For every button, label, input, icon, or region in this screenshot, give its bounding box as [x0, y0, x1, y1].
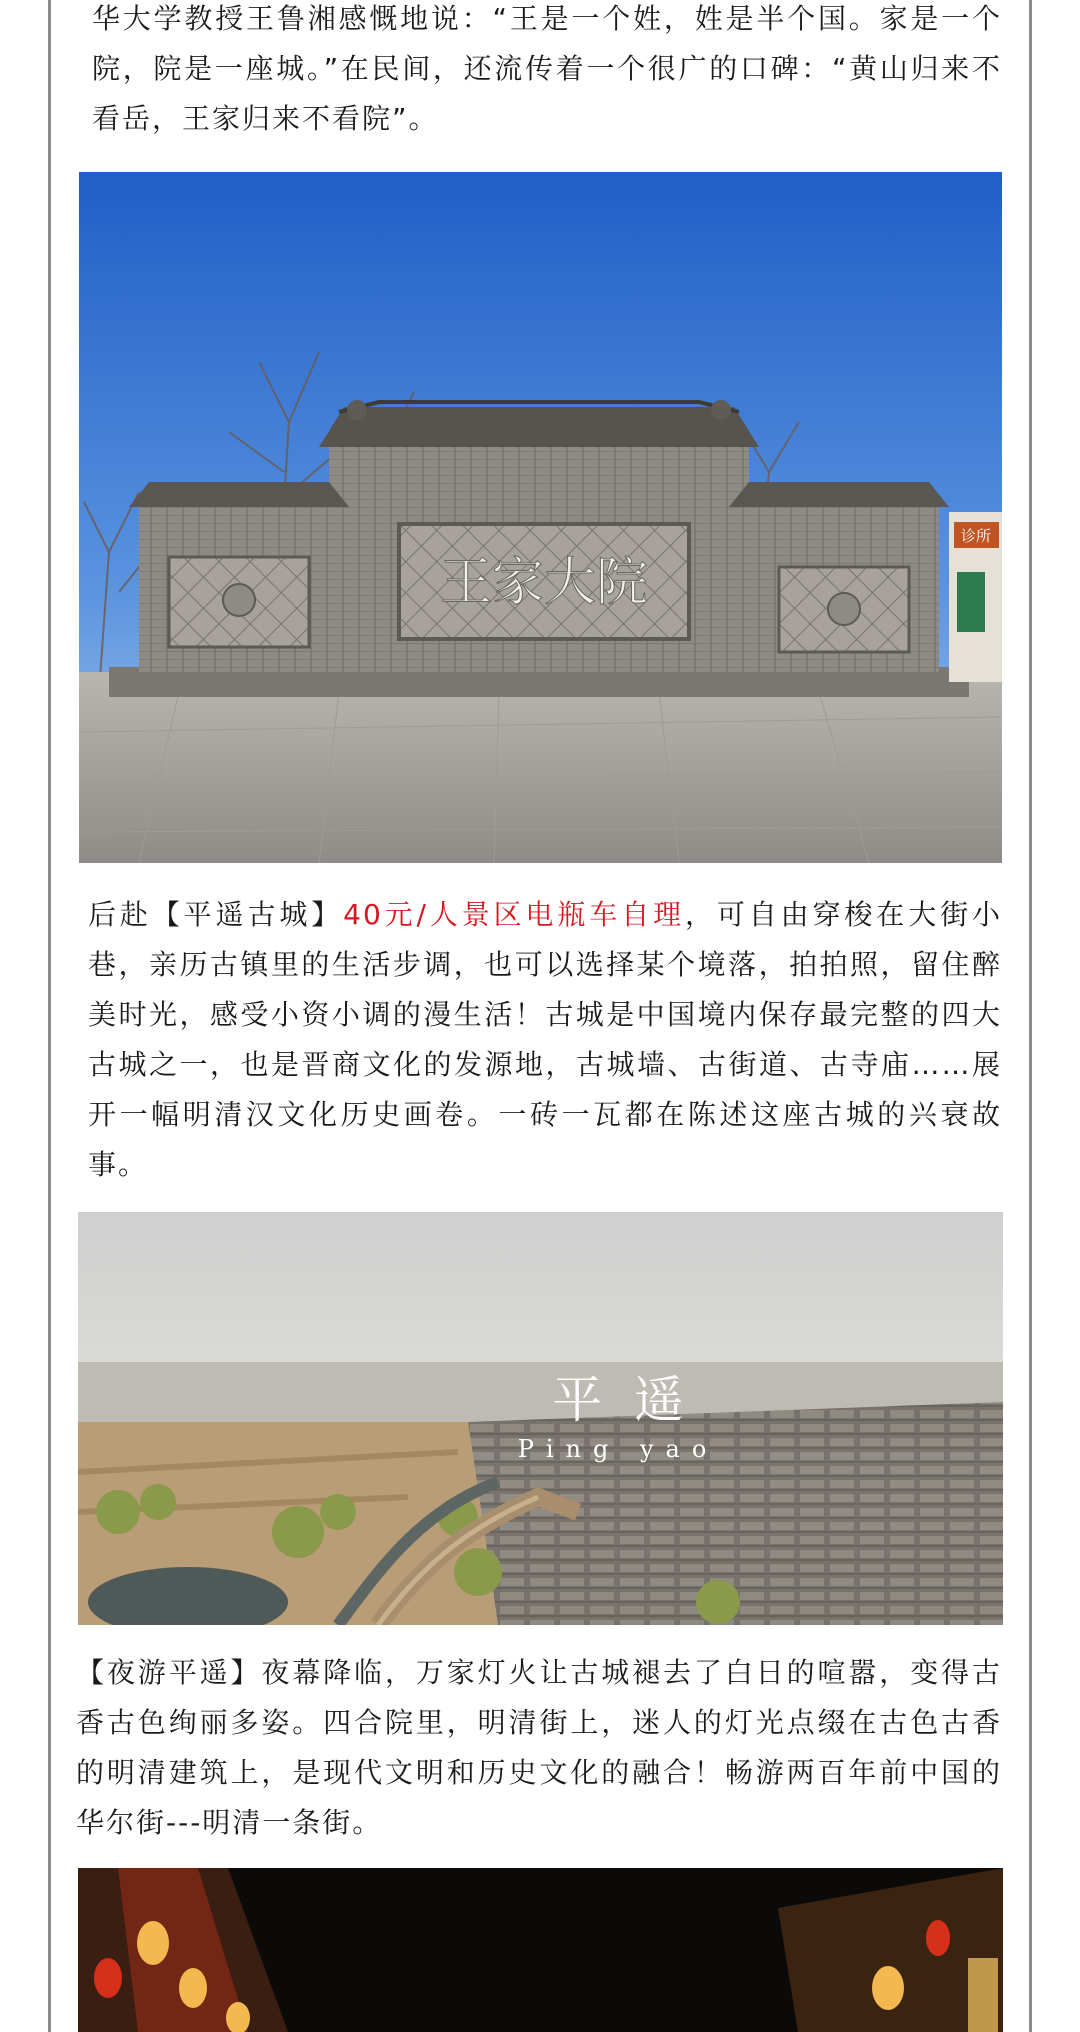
paragraph-pingyao-ancient-city: [88, 890, 1002, 1190]
paragraph-night-tour: 【夜游平遥】夜幕降临，万家灯火让古城褪去了白日的喧嚣，变得古香古色绚丽多姿。四合院里，明清街上，迷人的灯光点缀在古色古香的明清建筑上，是现代文明和历史文化的融合！畅游两百年前中国的华尔街---明清一条街。: [76, 1656, 1002, 1839]
photo-pingyao-aerial: [78, 1212, 1003, 1625]
shop-sign: 诊所: [960, 527, 992, 545]
paragraph-wang-family-intro: 华大学教授王鲁湘感慨地说：“王是一个姓，姓是半个国。家是一个院，院是一座城。”在民间，还流传着一个很广的口碑：“黄山归来不看岳，王家归来不看院”。: [92, 2, 1002, 135]
photo-pingyao-night-street: [78, 1868, 1003, 2032]
title-pingyao-english: Ping yao: [517, 1435, 719, 1463]
pingyao-description: ，可自由穿梭在大街小巷，亲历古镇里的生活步调，也可以选择某个境落，拍拍照，留住醉美时光，感受小资小调的漫生活！古城是中国境内保存最完整的四大古城之一，也是晋商文化的发源地，古城墙、古街道、古寺庙……展开一幅明清汉文化历史画卷。一砖一瓦都在陈述这座古城的兴衰故事。: [88, 898, 1002, 1181]
photo-wang-family-courtyard: [79, 172, 1002, 863]
pingyao-prefix: 后赴【平遥古城】: [88, 898, 344, 931]
sign-wang-family-courtyard: 王家大院: [439, 553, 649, 613]
title-pingyao-chinese: 平 遥: [552, 1371, 684, 1429]
shuttle-price-highlight: 40元/人景区电瓶车自理: [343, 898, 685, 931]
